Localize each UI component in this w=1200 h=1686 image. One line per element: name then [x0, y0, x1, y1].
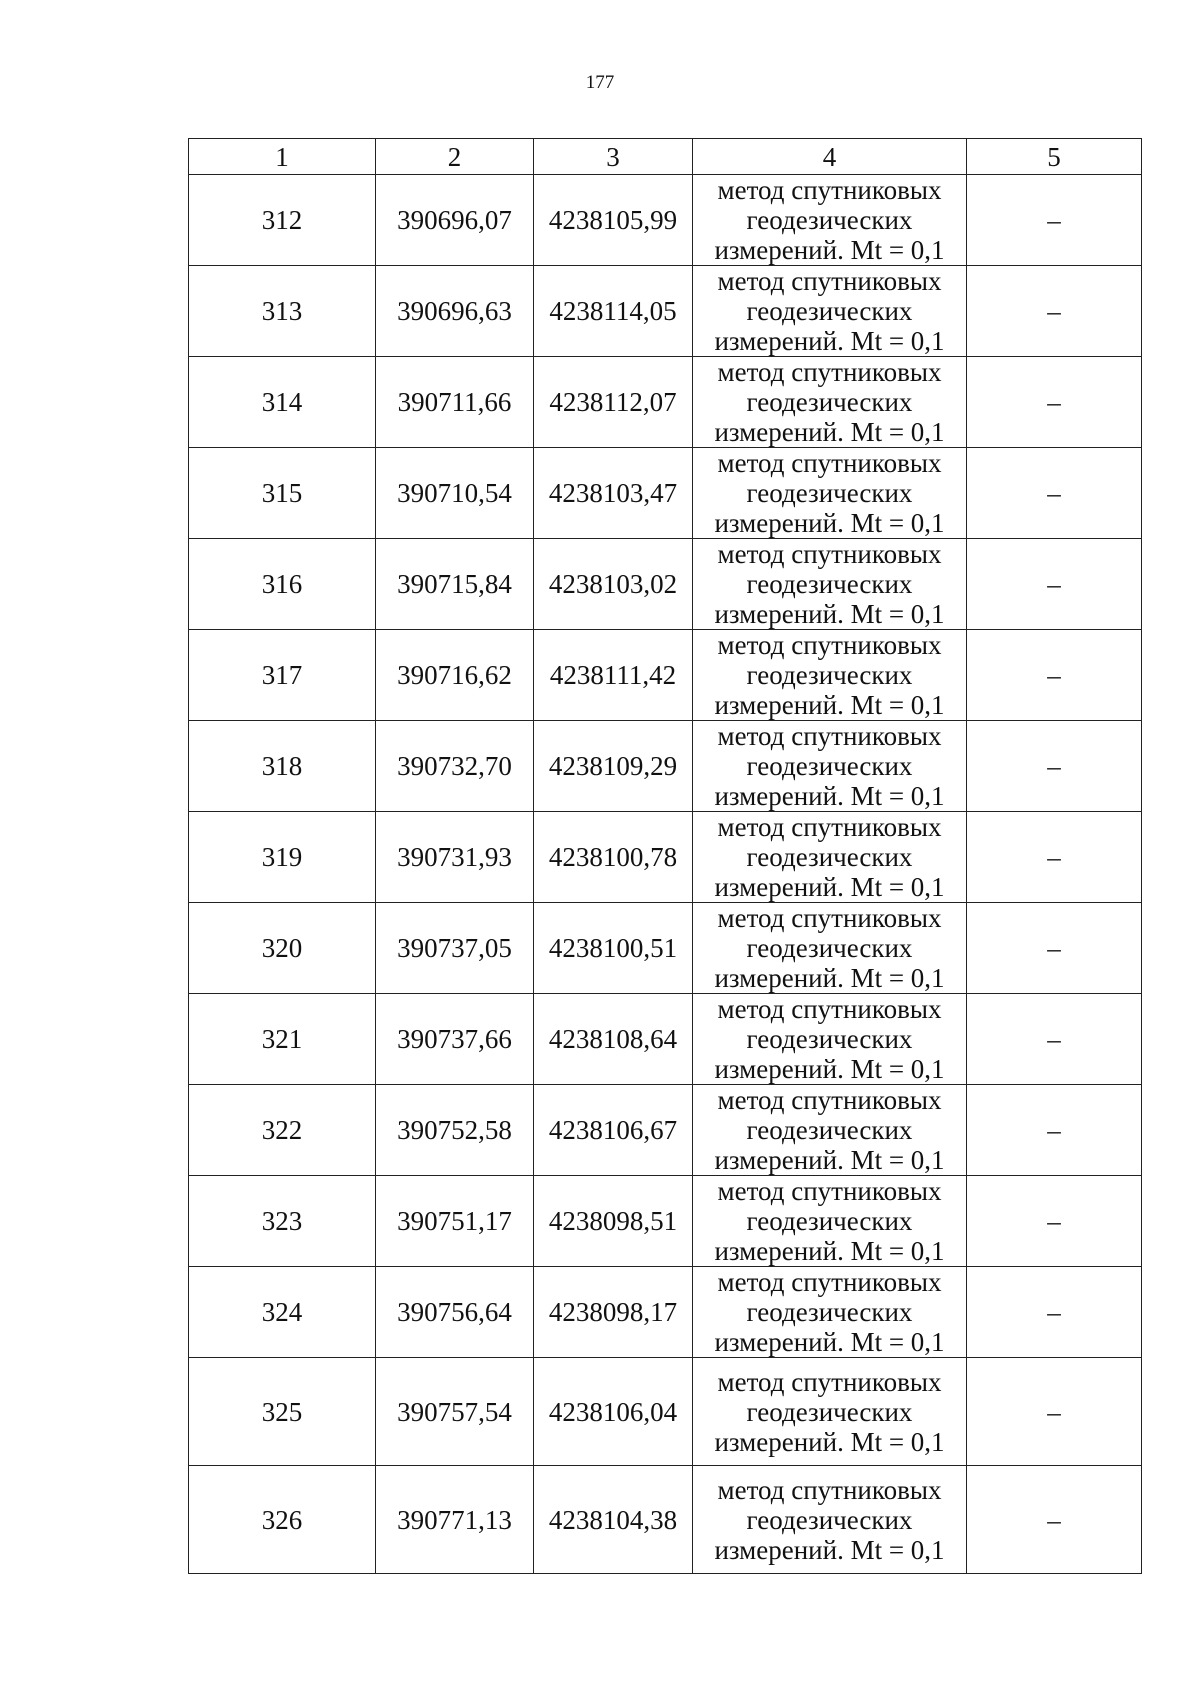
method-text-line: геодезических: [746, 1206, 913, 1236]
table-row: [189, 812, 1142, 903]
method-text-line: геодезических: [746, 569, 913, 599]
method-text-line: измерений. Mt = 0,1: [714, 963, 945, 993]
method-text-line: измерений. Mt = 0,1: [714, 781, 945, 811]
y-coordinate-cell: 4238112,07: [534, 357, 693, 448]
method-text-line: метод спутниковых: [717, 812, 942, 842]
y-coordinate-cell: 4238109,29: [534, 721, 693, 812]
method-text-line: метод спутниковых: [717, 1366, 942, 1397]
column-header: 4: [693, 139, 967, 175]
table-row: [189, 721, 1142, 812]
x-coordinate-cell: 390751,17: [376, 1176, 534, 1267]
note-cell: –: [967, 994, 1142, 1085]
point-number-cell: 316: [189, 539, 376, 630]
column-header: 3: [534, 139, 693, 175]
column-header: 1: [189, 139, 376, 175]
y-coordinate-cell: 4238098,17: [534, 1267, 693, 1358]
method-cell: [693, 721, 967, 812]
note-cell: –: [967, 1466, 1142, 1574]
method-text-line: геодезических: [746, 1504, 913, 1535]
x-coordinate-cell: 390696,63: [376, 266, 534, 357]
table-row: [189, 1267, 1142, 1358]
point-number-cell: 323: [189, 1176, 376, 1267]
method-text-line: метод спутниковых: [717, 994, 942, 1024]
method-text-line: измерений. Mt = 0,1: [714, 1145, 945, 1175]
table-row: [189, 266, 1142, 357]
x-coordinate-cell: 390771,13: [376, 1466, 534, 1574]
y-coordinate-cell: 4238105,99: [534, 175, 693, 266]
column-header: 2: [376, 139, 534, 175]
method-cell: [693, 266, 967, 357]
y-coordinate-cell: 4238111,42: [534, 630, 693, 721]
method-text-line: метод спутниковых: [717, 175, 942, 205]
method-text-line: измерений. Mt = 0,1: [714, 1534, 945, 1565]
note-cell: –: [967, 903, 1142, 994]
note-cell: –: [967, 266, 1142, 357]
table-row: [189, 994, 1142, 1085]
method-text-line: измерений. Mt = 0,1: [714, 417, 945, 447]
method-text-line: метод спутниковых: [717, 630, 942, 660]
method-text-line: метод спутниковых: [717, 266, 942, 296]
method-text-line: измерений. Mt = 0,1: [714, 1054, 945, 1084]
x-coordinate-cell: 390737,66: [376, 994, 534, 1085]
method-text-line: измерений. Mt = 0,1: [714, 1327, 945, 1357]
point-number-cell: 319: [189, 812, 376, 903]
x-coordinate-cell: 390732,70: [376, 721, 534, 812]
method-cell: [693, 812, 967, 903]
table-row: [189, 1466, 1142, 1574]
method-text-line: геодезических: [746, 205, 913, 235]
table-row: [189, 175, 1142, 266]
method-text-line: метод спутниковых: [717, 1176, 942, 1206]
method-text-line: геодезических: [746, 933, 913, 963]
note-cell: –: [967, 448, 1142, 539]
y-coordinate-cell: 4238114,05: [534, 266, 693, 357]
table-row: [189, 1358, 1142, 1466]
method-text-line: геодезических: [746, 1297, 913, 1327]
point-number-cell: 325: [189, 1358, 376, 1466]
method-text-line: метод спутниковых: [717, 1474, 942, 1505]
table-row: [189, 357, 1142, 448]
y-coordinate-cell: 4238100,78: [534, 812, 693, 903]
y-coordinate-cell: 4238103,02: [534, 539, 693, 630]
method-cell: [693, 1358, 967, 1466]
point-number-cell: 314: [189, 357, 376, 448]
point-number-cell: 326: [189, 1466, 376, 1574]
point-number-cell: 322: [189, 1085, 376, 1176]
method-text-line: измерений. Mt = 0,1: [714, 235, 945, 265]
method-text-line: геодезических: [746, 296, 913, 326]
note-cell: –: [967, 721, 1142, 812]
point-number-cell: 312: [189, 175, 376, 266]
method-text-line: метод спутниковых: [717, 903, 942, 933]
note-cell: –: [967, 539, 1142, 630]
point-number-cell: 315: [189, 448, 376, 539]
x-coordinate-cell: 390716,62: [376, 630, 534, 721]
method-text-line: геодезических: [746, 1115, 913, 1145]
method-text-line: измерений. Mt = 0,1: [714, 1236, 945, 1266]
method-cell: [693, 1466, 967, 1574]
method-cell: [693, 539, 967, 630]
point-number-cell: 313: [189, 266, 376, 357]
method-text-line: геодезических: [746, 478, 913, 508]
table-row: [189, 903, 1142, 994]
method-text-line: геодезических: [746, 1396, 913, 1427]
coordinates-table: [188, 138, 1142, 1574]
table-header-row: [189, 139, 1142, 175]
method-text-line: измерений. Mt = 0,1: [714, 326, 945, 356]
note-cell: –: [967, 1358, 1142, 1466]
table-row: [189, 448, 1142, 539]
y-coordinate-cell: 4238108,64: [534, 994, 693, 1085]
method-text-line: метод спутниковых: [717, 357, 942, 387]
method-text-line: геодезических: [746, 660, 913, 690]
method-cell: [693, 448, 967, 539]
method-text-line: измерений. Mt = 0,1: [714, 1426, 945, 1457]
point-number-cell: 320: [189, 903, 376, 994]
method-text-line: геодезических: [746, 1024, 913, 1054]
note-cell: –: [967, 175, 1142, 266]
x-coordinate-cell: 390752,58: [376, 1085, 534, 1176]
page-number: 177: [585, 72, 615, 93]
method-text-line: метод спутниковых: [717, 1267, 942, 1297]
method-text-line: геодезических: [746, 751, 913, 781]
method-cell: [693, 630, 967, 721]
method-text-line: измерений. Mt = 0,1: [714, 599, 945, 629]
method-cell: [693, 903, 967, 994]
table-row: [189, 1085, 1142, 1176]
method-cell: [693, 994, 967, 1085]
y-coordinate-cell: 4238100,51: [534, 903, 693, 994]
method-text-line: метод спутниковых: [717, 1085, 942, 1115]
note-cell: –: [967, 812, 1142, 903]
x-coordinate-cell: 390731,93: [376, 812, 534, 903]
x-coordinate-cell: 390711,66: [376, 357, 534, 448]
note-cell: –: [967, 1085, 1142, 1176]
point-number-cell: 324: [189, 1267, 376, 1358]
x-coordinate-cell: 390737,05: [376, 903, 534, 994]
y-coordinate-cell: 4238106,04: [534, 1358, 693, 1466]
note-cell: –: [967, 357, 1142, 448]
x-coordinate-cell: 390696,07: [376, 175, 534, 266]
method-text-line: геодезических: [746, 842, 913, 872]
column-header: 5: [967, 139, 1142, 175]
point-number-cell: 317: [189, 630, 376, 721]
table-row: [189, 1176, 1142, 1267]
table-body: [189, 175, 1142, 1574]
method-text-line: геодезических: [746, 387, 913, 417]
x-coordinate-cell: 390715,84: [376, 539, 534, 630]
y-coordinate-cell: 4238098,51: [534, 1176, 693, 1267]
note-cell: –: [967, 1176, 1142, 1267]
point-number-cell: 318: [189, 721, 376, 812]
note-cell: –: [967, 1267, 1142, 1358]
x-coordinate-cell: 390710,54: [376, 448, 534, 539]
method-cell: [693, 357, 967, 448]
point-number-cell: 321: [189, 994, 376, 1085]
y-coordinate-cell: 4238104,38: [534, 1466, 693, 1574]
table-row: [189, 539, 1142, 630]
method-cell: [693, 1176, 967, 1267]
note-cell: –: [967, 630, 1142, 721]
y-coordinate-cell: 4238103,47: [534, 448, 693, 539]
method-text-line: метод спутниковых: [717, 539, 942, 569]
method-cell: [693, 1267, 967, 1358]
x-coordinate-cell: 390757,54: [376, 1358, 534, 1466]
y-coordinate-cell: 4238106,67: [534, 1085, 693, 1176]
method-text-line: метод спутниковых: [717, 721, 942, 751]
method-text-line: измерений. Mt = 0,1: [714, 872, 945, 902]
method-cell: [693, 1085, 967, 1176]
method-text-line: метод спутниковых: [717, 448, 942, 478]
x-coordinate-cell: 390756,64: [376, 1267, 534, 1358]
method-cell: [693, 175, 967, 266]
method-text-line: измерений. Mt = 0,1: [714, 690, 945, 720]
table-row: [189, 630, 1142, 721]
method-text-line: измерений. Mt = 0,1: [714, 508, 945, 538]
